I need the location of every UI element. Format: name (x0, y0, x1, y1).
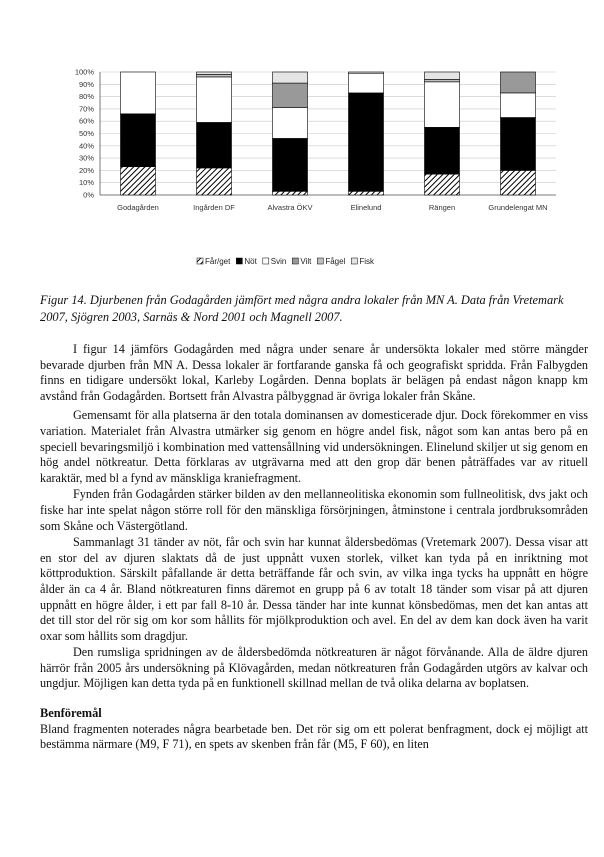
paragraph: Bland fragmenten noterades några bearbetade ben. Det rör sig om ett polerat benfragment, dock ej möjligt att bestämma närmare (M9, F 71), en spets av skenben från får (M5, F 60), en liten (40, 721, 588, 752)
y-tick-label: 100% (74, 67, 94, 77)
bar-segment (197, 168, 232, 195)
legend-label: Svin (270, 257, 287, 266)
bar-segment (349, 93, 384, 191)
x-tick-label: Grundelengat MN (488, 203, 548, 212)
legend-swatch (292, 258, 298, 264)
body-text (40, 342, 588, 754)
bar-segment (349, 191, 384, 195)
y-tick-label: 10% (78, 178, 94, 188)
stacked-bar-chart (0, 0, 604, 290)
chart-gridlines (100, 72, 556, 195)
legend-label: Får/get (205, 257, 231, 266)
chart-legend (197, 257, 375, 266)
legend-swatch (351, 258, 357, 264)
legend-swatch (236, 258, 242, 264)
y-tick-label: 60% (78, 116, 94, 126)
legend-swatch (197, 258, 203, 264)
section-heading: Benföremål (40, 706, 102, 721)
bar-segment (273, 83, 308, 108)
bar-segment (425, 79, 460, 81)
bar-segment (197, 77, 232, 123)
bar-segment (273, 191, 308, 195)
x-tick-label: Godagården (117, 203, 159, 212)
paragraph: Sammanlagt 31 tänder av nöt, får och svin har kunnat åldersbedömas (Vretemark 2007). Dessa visar att en stor del av djuren slaktats då de just uppnått vuxen storlek, vilket kan tyda på en inriktning mot köttproduktion. Särskilt påfallande är detta beträffande får och svin, av vilka inga tycks ha uppnått en högre ålder än ca 4 år. Bland nötkreaturen finns däremot en grupp på 6 av totalt 18 tänder som visar på att djuren uppnått en högre ålder, i ett par fall 8-10 år. Dessa tänder har inte kunnat könsbedömas, men det kan antas att det till stor del rör sig om kor som hållits för mjölkproduktion och avel. En del av dem kan dock även ha varit oxar som hållits som dragdjur. (40, 535, 588, 643)
bar-segment (121, 114, 156, 167)
x-tick-label: Alvastra ÖKV (267, 203, 313, 212)
bar-segment (121, 167, 156, 195)
paragraph: I figur 14 jämförs Godagården med några under senare år undersökta lokaler med större mängder bevarade djurben från MN A. Dessa lokaler är fortfarande ganska få och geografiskt spridda. Från Falbygden finns en tidigare undersökt lokal, Karleby Logården. Denna boplats är belägen på endast någon knapp km avstånd från Godagården. Bortsett från Alvastra pålbyggnad är övriga lokaler från Skåne. (40, 342, 588, 403)
x-tick-label: Ingården DF (193, 203, 235, 212)
x-tick-label: Elinelund (350, 203, 382, 212)
bar-segment (425, 82, 460, 128)
bar-segment (501, 170, 536, 195)
bar-segment (425, 127, 460, 174)
legend-label: Vilt (300, 257, 312, 266)
bar-segment (121, 72, 156, 114)
figure-caption: Figur 14. Djurbenen från Godagården jämfört med några andra lokaler från MN A. Data från Vretemark 2007, Sjögren 2003, Sarnäs & Nord 2001 och Magnell 2007. (40, 293, 564, 324)
y-tick-label: 20% (78, 165, 94, 175)
y-tick-label: 90% (78, 79, 94, 89)
bar-segment (197, 72, 232, 74)
y-tick-label: 30% (78, 153, 94, 163)
bar-segment (349, 73, 384, 93)
y-tick-label: 40% (78, 141, 94, 151)
bar-segment (197, 74, 232, 76)
bar-segment (425, 72, 460, 79)
bar-segment (501, 72, 536, 93)
bar-segment (425, 174, 460, 195)
bar-segment (501, 93, 536, 118)
paragraph: Gemensamt för alla platserna är den totala dominansen av domesticerade djur. Dock förekommer en viss variation. Materialet från Alvastra utmärker sig genom en högre andel fisk, något som kan antas bero på en speciell bevaringsmiljö i kombination med vattensållning vid undersökningen. Elinelund skiljer ut sig genom en hög andel nötkreatur. Detta förklaras av utgrävarna med att den grop där benen påträffades var av rituell karaktär, med bl a fynd av mänskliga kraniefragment. (40, 408, 588, 485)
legend-label: Fisk (359, 257, 375, 266)
y-tick-label: 80% (78, 92, 94, 102)
paragraph: Fynden från Godagården stärker bilden av den mellanneolitiska ekonomin som fullneolitisk, dvs jakt och fiske har inte spelat någon större roll för den mänskliga försörjningen, åtminstone i centrala jordbruksområden som Skåne och Västergötland. (40, 487, 588, 533)
bar-segment (197, 122, 232, 168)
legend-swatch (263, 258, 269, 264)
x-tick-label: Rängen (428, 203, 456, 212)
legend-label: Nöt (244, 257, 257, 266)
y-tick-label: 70% (78, 104, 94, 114)
bar-segment (349, 72, 384, 73)
bar-segment (273, 108, 308, 139)
bar-segment (273, 72, 308, 83)
legend-swatch (317, 258, 323, 264)
legend-label: Fågel (325, 257, 346, 266)
bar-segment (273, 138, 308, 191)
x-axis (117, 203, 547, 212)
y-tick-label: 0% (83, 190, 94, 200)
paragraph: Den rumsliga spridningen av de åldersbedömda nötkreaturen är något förvånande. Alla de äldre djuren härrör från 2005 års undersökning på Klövagården, medan nötkreaturen från Godagården utgörs av kalvar och ungdjur. Möjligen kan detta tyda på en funktionell skillnad mellan de två olika delarna av boplatsen. (40, 645, 588, 691)
y-tick-label: 50% (78, 129, 94, 138)
bar-segment (501, 118, 536, 171)
